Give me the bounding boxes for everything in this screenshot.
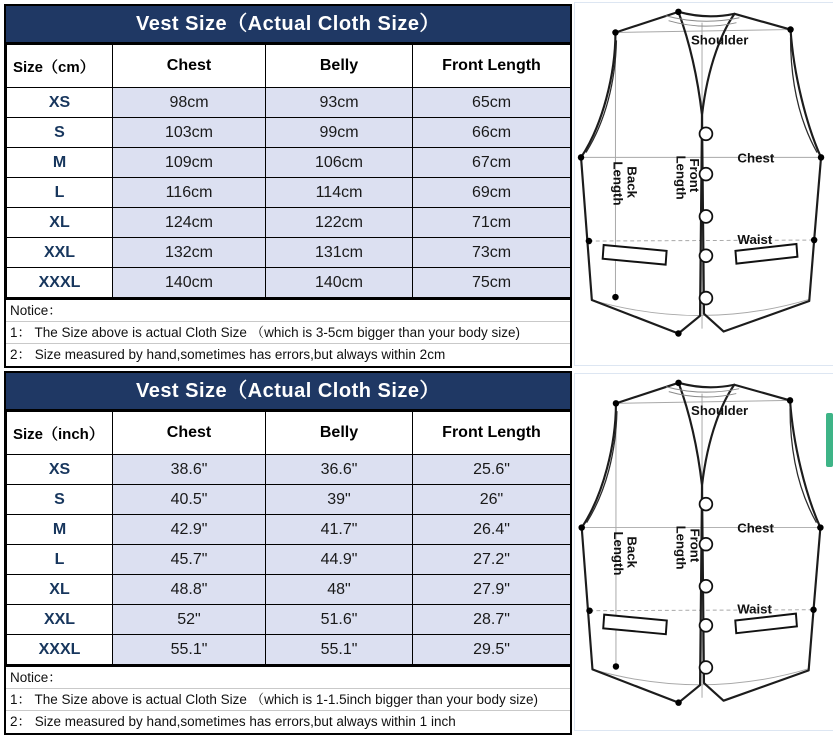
table-title: Vest Size（Actual Cloth Size）: [6, 6, 570, 44]
chest-label: Chest: [737, 150, 775, 166]
table-row: [7, 238, 571, 268]
table-cell: 52": [113, 605, 266, 635]
left-armhole-rim: [586, 40, 616, 152]
size-label: M: [7, 148, 113, 178]
table-row: [7, 485, 571, 515]
vest-button: [700, 619, 713, 632]
table-cell: 40.5": [113, 485, 266, 515]
table-cell: 55.1": [113, 635, 266, 665]
table-row: [7, 635, 571, 665]
table-cell: 116cm: [113, 178, 266, 208]
vest-button: [700, 580, 713, 593]
table-cell: 140cm: [266, 268, 413, 298]
table-cell: 27.2": [413, 545, 571, 575]
column-header-front-length: Front Length: [413, 412, 571, 455]
header-row: [7, 45, 571, 88]
back-length-label: Back: [624, 536, 640, 568]
notice-block: [6, 665, 570, 733]
measure-dot: [818, 154, 824, 160]
front-length-label: Length: [673, 155, 689, 200]
table-cell: 106cm: [266, 148, 413, 178]
table-row: [7, 208, 571, 238]
table-cell: 27.9": [413, 575, 571, 605]
column-header-belly: Belly: [266, 412, 413, 455]
table-row: [7, 178, 571, 208]
front-length-label: Front: [687, 528, 703, 563]
table-cell: 66cm: [413, 118, 571, 148]
table-cell: 65cm: [413, 88, 571, 118]
notice-line-1: 1： The Size above is actual Cloth Size （which is 3-5cm bigger than your body size): [6, 322, 570, 344]
front-length-label: Front: [687, 158, 703, 193]
size-label: M: [7, 515, 113, 545]
column-header-front-length: Front Length: [413, 45, 571, 88]
table-row: [7, 148, 571, 178]
measure-dot: [578, 154, 584, 160]
table-cell: 48.8": [113, 575, 266, 605]
vest-button: [700, 498, 713, 511]
vest-diagram-svg: [575, 374, 831, 732]
table-cell: 48": [266, 575, 413, 605]
table-title: Vest Size（Actual Cloth Size）: [6, 373, 570, 411]
size-table-cm: [4, 4, 572, 368]
vest-collar-top: [678, 12, 734, 16]
size-label: S: [7, 118, 113, 148]
vest-button: [700, 661, 713, 674]
notice-line-1: 1： The Size above is actual Cloth Size （which is 1-1.5inch bigger than your body size): [6, 689, 570, 711]
table-row: [7, 118, 571, 148]
vest-button: [700, 292, 713, 305]
measure-dot: [586, 607, 592, 613]
size-label: XXXL: [7, 268, 113, 298]
table-cell: 29.5": [413, 635, 571, 665]
table-cell: 98cm: [113, 88, 266, 118]
table-cell: 45.7": [113, 545, 266, 575]
table-cell: 55.1": [266, 635, 413, 665]
size-label: XS: [7, 88, 113, 118]
table-row: [7, 268, 571, 298]
measure-dot: [817, 524, 823, 530]
column-header-chest: Chest: [113, 45, 266, 88]
table-cell: 26.4": [413, 515, 571, 545]
notice-label: Notice：: [6, 667, 570, 689]
notice-line-2: 2： Size measured by hand,sometimes has errors,but always within 1 inch: [10, 714, 456, 729]
left-pocket: [603, 615, 667, 635]
vest-diagram-svg: [575, 3, 831, 363]
table-cell: 93cm: [266, 88, 413, 118]
vest-right-panel: [702, 14, 821, 332]
size-table-inch: [4, 371, 572, 735]
table-cell: 26": [413, 485, 571, 515]
measure-dot: [613, 663, 619, 669]
size-label: XXXL: [7, 635, 113, 665]
shoulder-label: Shoulder: [690, 32, 749, 48]
size-label: XXL: [7, 238, 113, 268]
table-row: [7, 455, 571, 485]
table-cell: 71cm: [413, 208, 571, 238]
measure-dot: [578, 524, 584, 530]
measure-dot: [787, 26, 793, 32]
vest-button: [700, 210, 713, 223]
shoulder-label: Shoulder: [691, 403, 749, 419]
table-cell: 41.7": [266, 515, 413, 545]
table-cell: 109cm: [113, 148, 266, 178]
table-row: [7, 605, 571, 635]
table-cell: 75cm: [413, 268, 571, 298]
waist-label: Waist: [737, 231, 773, 247]
table-cell: 132cm: [113, 238, 266, 268]
table-cell: 25.6": [413, 455, 571, 485]
measure-dot: [811, 237, 817, 243]
measure-dot: [675, 380, 681, 386]
table-row: [7, 88, 571, 118]
measure-dot: [612, 29, 618, 35]
measure-dot: [810, 607, 816, 613]
column-header-chest: Chest: [113, 412, 266, 455]
table-row: [7, 575, 571, 605]
measure-dot: [675, 699, 681, 705]
measure-dot: [787, 397, 793, 403]
front-length-label: Length: [673, 525, 689, 570]
table-cell: 44.9": [266, 545, 413, 575]
table-cell: 67cm: [413, 148, 571, 178]
table-cell: 51.6": [266, 605, 413, 635]
size-table-grid-inch: [6, 411, 571, 665]
measure-dot: [586, 238, 592, 244]
table-cell: 39": [266, 485, 413, 515]
table-cell: 124cm: [113, 208, 266, 238]
vest-measurement-diagram-cm: [574, 2, 833, 366]
vest-collar-top: [679, 383, 735, 387]
table-cell: 28.7": [413, 605, 571, 635]
chest-label: Chest: [737, 520, 774, 536]
notice-label: Notice：: [6, 300, 570, 322]
table-row: [7, 545, 571, 575]
size-label: L: [7, 545, 113, 575]
scrollbar-thumb[interactable]: [826, 413, 833, 467]
table-cell: 38.6": [113, 455, 266, 485]
table-cell: 99cm: [266, 118, 413, 148]
table-cell: 114cm: [266, 178, 413, 208]
size-label: XS: [7, 455, 113, 485]
table-row: [7, 515, 571, 545]
back-length-label: Back: [624, 166, 640, 198]
vest-button: [700, 249, 713, 262]
header-row: [7, 412, 571, 455]
measure-dot: [612, 294, 618, 300]
notice-block: [6, 298, 570, 366]
vest-button: [700, 127, 713, 140]
table-cell: 73cm: [413, 238, 571, 268]
table-cell: 140cm: [113, 268, 266, 298]
table-cell: 69cm: [413, 178, 571, 208]
column-header-belly: Belly: [266, 45, 413, 88]
back-length-label: Length: [610, 161, 626, 206]
left-armhole-rim: [587, 411, 617, 523]
measure-dot: [675, 9, 681, 15]
column-header-size: Size（inch）: [7, 412, 113, 455]
table-cell: 42.9": [113, 515, 266, 545]
vest-right-panel: [702, 385, 820, 701]
measure-dot: [613, 400, 619, 406]
size-label: XL: [7, 208, 113, 238]
table-cell: 122cm: [266, 208, 413, 238]
waist-label: Waist: [737, 601, 772, 617]
notice-line-2: 2： Size measured by hand,sometimes has errors,but always within 2cm: [10, 347, 446, 362]
table-cell: 103cm: [113, 118, 266, 148]
vest-measurement-diagram-inch: [574, 373, 833, 731]
back-length-label: Length: [610, 531, 626, 576]
size-label: L: [7, 178, 113, 208]
table-cell: 131cm: [266, 238, 413, 268]
measure-dot: [675, 330, 681, 336]
left-pocket: [603, 245, 667, 265]
size-label: S: [7, 485, 113, 515]
column-header-size: Size（cm）: [7, 45, 113, 88]
size-label: XL: [7, 575, 113, 605]
size-label: XXL: [7, 605, 113, 635]
size-table-grid-cm: [6, 44, 571, 298]
table-cell: 36.6": [266, 455, 413, 485]
